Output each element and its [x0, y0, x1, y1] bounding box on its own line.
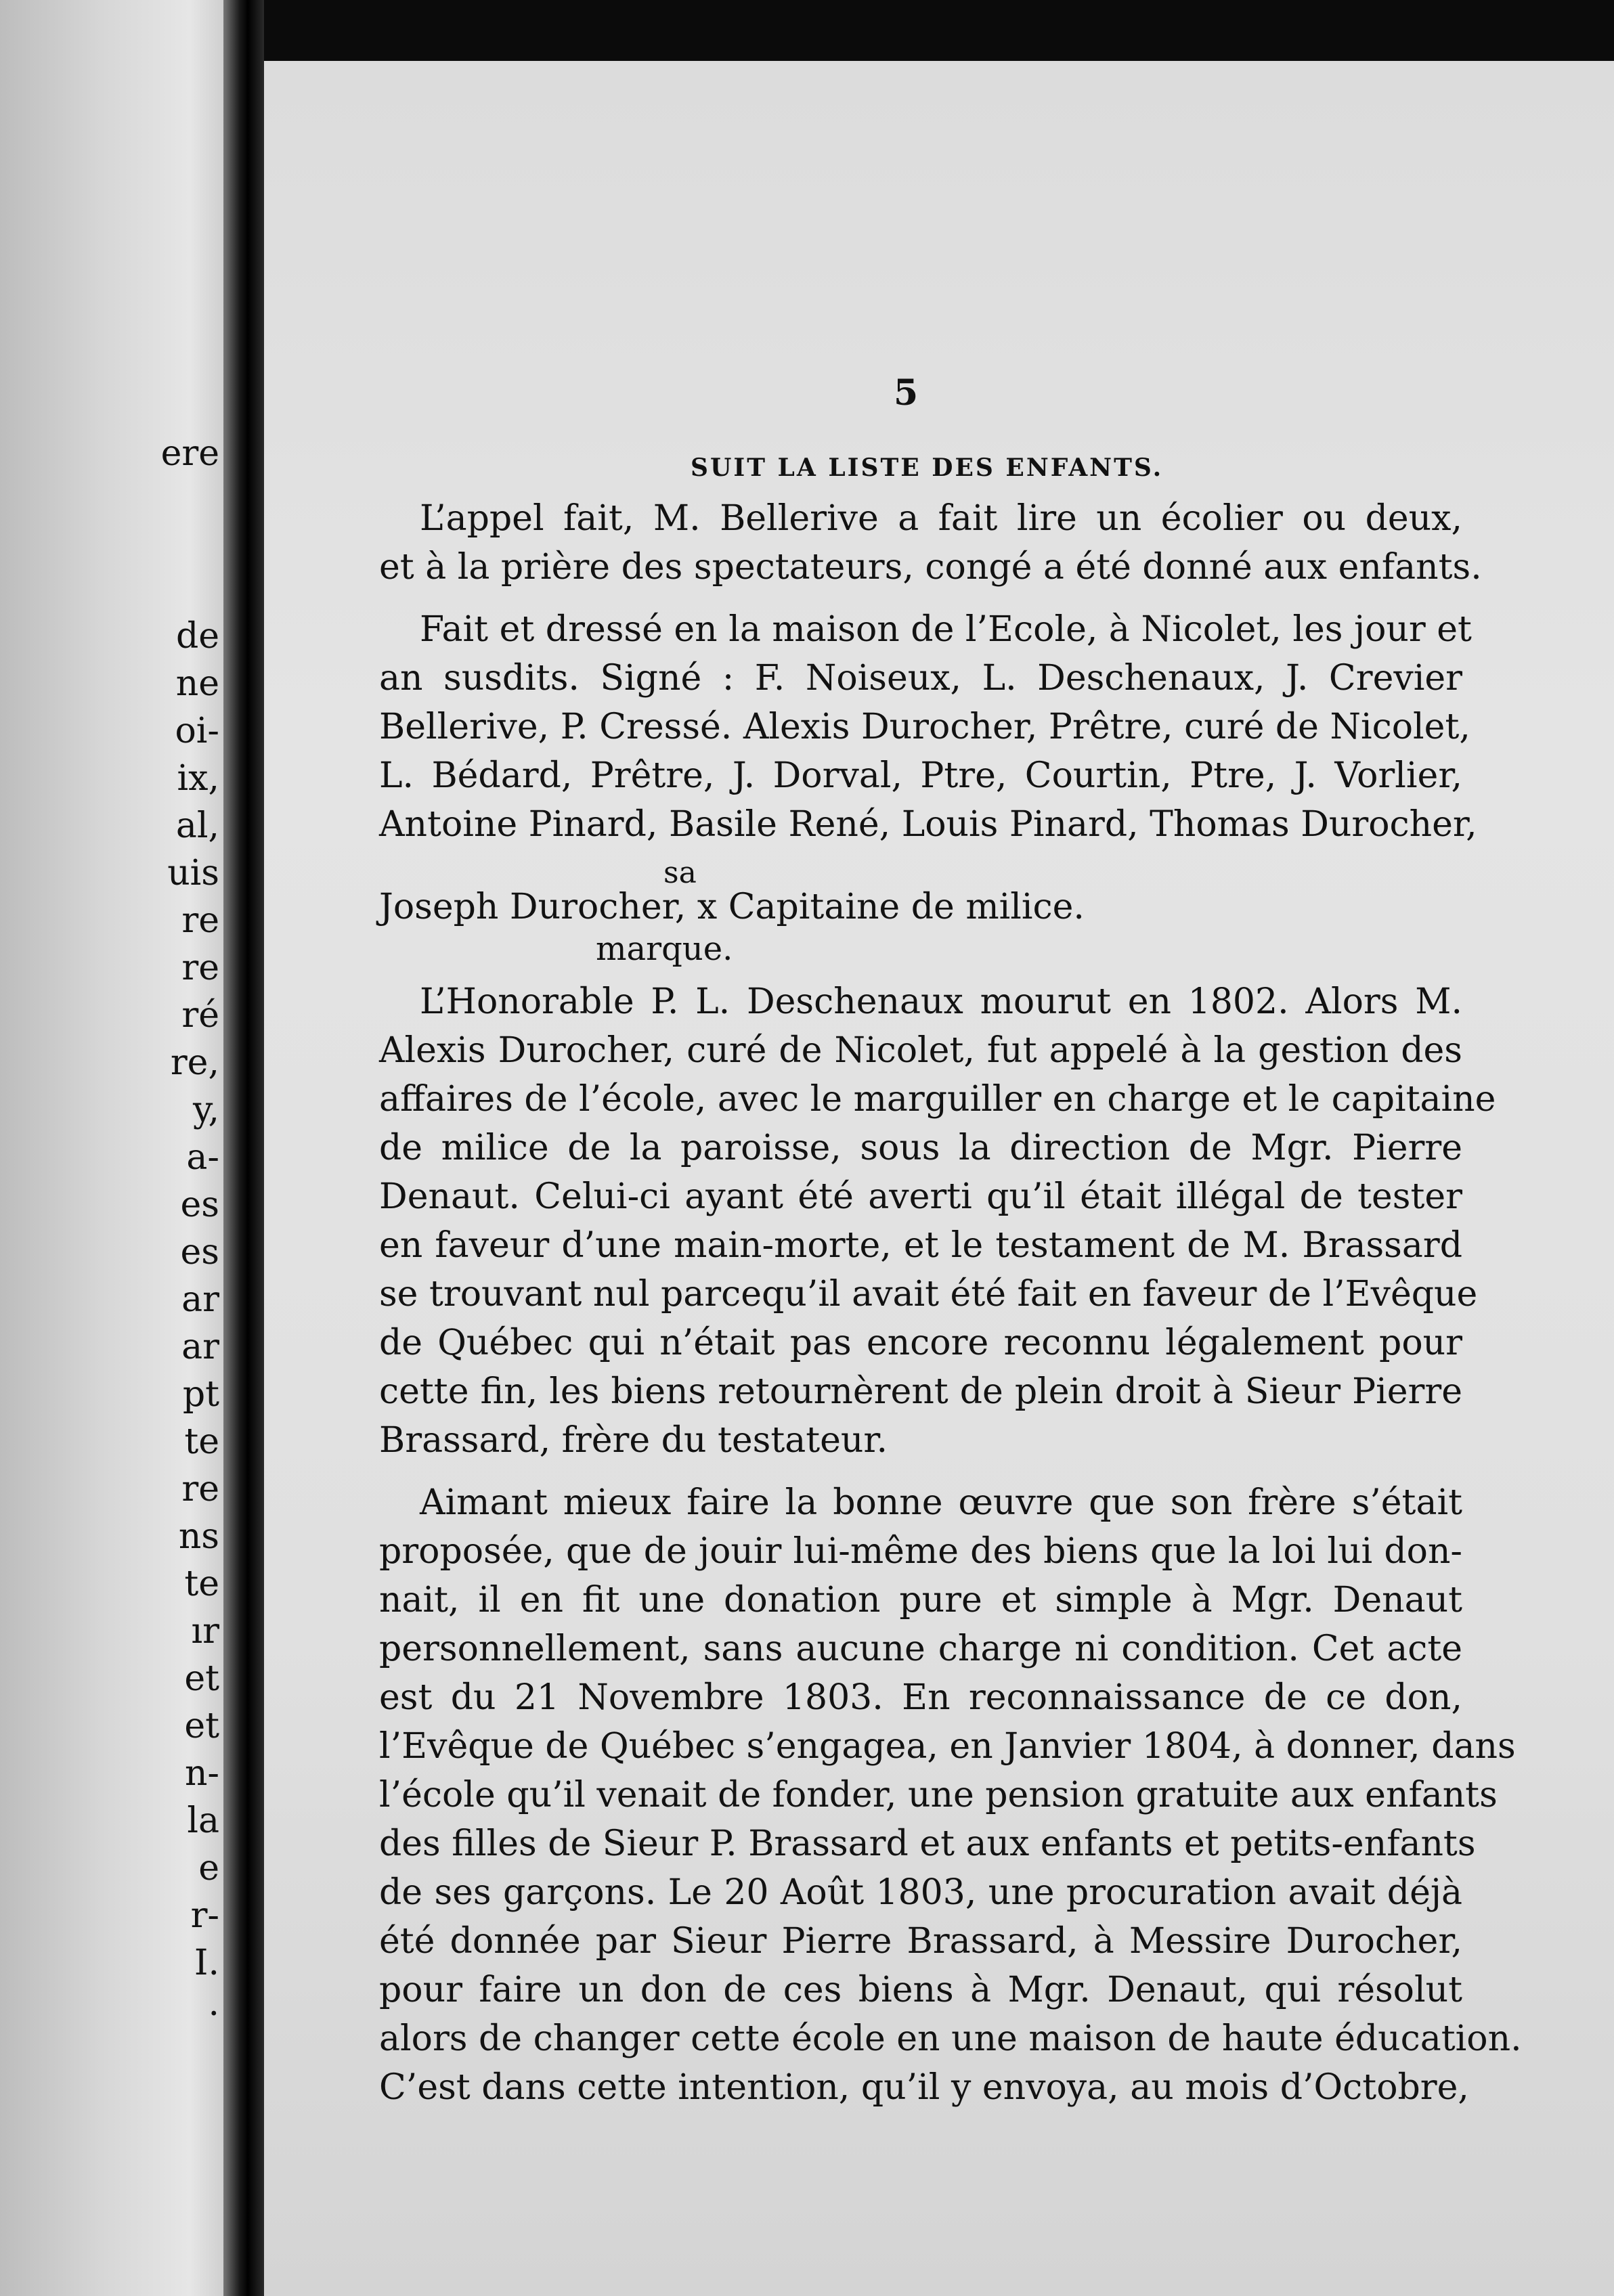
- previous-page-fragment: ere: [160, 433, 219, 474]
- previous-page-fragment: ar: [181, 1327, 219, 1367]
- signature-sa: sa: [663, 856, 697, 890]
- page-number: 5: [894, 372, 919, 414]
- page-body: [379, 494, 1522, 2125]
- previous-page-fragment: re: [181, 948, 219, 988]
- text-line: Bellerive, P. Cressé. Alexis Durocher, Prêtre, curé de Nicolet,: [379, 707, 1470, 747]
- previous-page-fragment: ns: [178, 1516, 219, 1557]
- previous-page-fragment: n-: [184, 1753, 219, 1794]
- text-line: Alexis Durocher, curé de Nicolet, fut appelé à la gestion des: [379, 1030, 1462, 1071]
- previous-page-fragment: re: [181, 900, 219, 941]
- previous-page-fragment: ar: [181, 1279, 219, 1320]
- text-line: an susdits. Signé : F. Noiseux, L. Deschenaux, J. Crevier: [379, 658, 1462, 699]
- previous-page-fragment: pt: [182, 1374, 219, 1415]
- paragraph-donation: [379, 1478, 1522, 2112]
- book-gutter: [223, 0, 264, 2296]
- signature-block: [379, 849, 1462, 968]
- text-line: L’appel fait, M. Bellerive a fait lire un écolier ou deux,: [420, 498, 1462, 539]
- previous-page-fragment: e: [198, 1848, 219, 1889]
- previous-page-fragment: y,: [193, 1090, 219, 1130]
- previous-page-fragment: es: [180, 1232, 219, 1273]
- text-line: l’école qu’il venait de fonder, une pension gratuite aux enfants: [379, 1775, 1498, 1815]
- signature-name: Joseph Durocher, x Capitaine de milice.: [379, 887, 1085, 927]
- text-line: cette fin, les biens retournèrent de plein droit à Sieur Pierre: [379, 1371, 1462, 1412]
- text-line: affaires de l’école, avec le marguiller en charge et le capitaine: [379, 1079, 1496, 1120]
- previous-page-fragment: de: [175, 616, 219, 657]
- previous-page-fragment: ix,: [177, 758, 219, 799]
- signature-marque: marque.: [596, 930, 733, 968]
- paragraph-signataires: [379, 605, 1477, 849]
- previous-page-fragment: es: [180, 1185, 219, 1225]
- previous-page-fragment: re: [181, 1469, 219, 1509]
- text-line: et à la prière des spectateurs, congé a été donné aux enfants.: [379, 547, 1482, 588]
- previous-page-fragment: al,: [175, 805, 219, 846]
- previous-page-fragment: .: [208, 1983, 219, 2024]
- text-line: des filles de Sieur P. Brassard et aux enfants et petits-enfants: [379, 1824, 1476, 1864]
- text-line: Denaut. Celui-ci ayant été averti qu’il était illégal de tester: [379, 1176, 1462, 1217]
- text-line: de ses garçons. Le 20 Août 1803, une procuration avait déjà: [379, 1872, 1462, 1913]
- previous-page-fragment: uis: [167, 853, 219, 893]
- previous-page-fragment: r-: [190, 1895, 219, 1936]
- paragraph-appel: [379, 494, 1482, 592]
- text-line: nait, il en fit une donation pure et simple à Mgr. Denaut: [379, 1580, 1462, 1620]
- previous-page-fragment: oi-: [175, 711, 219, 751]
- previous-page-fragment: ré: [181, 995, 219, 1036]
- text-line: proposée, que de jouir lui-même des biens que la loi lui don-: [379, 1531, 1462, 1572]
- previous-page-fragment: te: [184, 1421, 219, 1462]
- previous-page-fragment: a-: [186, 1137, 219, 1178]
- previous-page-fragment: ne: [175, 663, 219, 704]
- book-page: [264, 61, 1614, 2296]
- text-line: C’est dans cette intention, qu’il y envoya, au mois d’Octobre,: [379, 2067, 1469, 2108]
- paragraph-deschenaux: [379, 977, 1496, 1465]
- text-line: Antoine Pinard, Basile René, Louis Pinard, Thomas Durocher,: [379, 804, 1477, 845]
- text-line: pour faire un don de ces biens à Mgr. Denaut, qui résolut: [379, 1970, 1462, 2010]
- text-line: de milice de la paroisse, sous la direction de Mgr. Pierre: [379, 1128, 1462, 1168]
- text-line: Fait et dressé en la maison de l’Ecole, à Nicolet, les jour et: [420, 609, 1472, 650]
- previous-page-fragment: re,: [170, 1042, 219, 1083]
- previous-page-edge: [0, 0, 223, 2296]
- text-line: se trouvant nul parcequ’il avait été fait en faveur de l’Evêque: [379, 1274, 1478, 1315]
- previous-page-fragment: la: [187, 1801, 219, 1841]
- previous-page-fragment: I.: [194, 1943, 219, 1983]
- text-line: Brassard, frère du testateur.: [379, 1420, 888, 1461]
- previous-page-fragment: te: [184, 1564, 219, 1604]
- text-line: Aimant mieux faire la bonne œuvre que son frère s’était: [420, 1482, 1462, 1523]
- text-line: est du 21 Novembre 1803. En reconnaissance de ce don,: [379, 1677, 1462, 1718]
- section-heading: SUIT LA LISTE DES ENFANTS.: [691, 454, 1164, 482]
- text-line: de Québec qui n’était pas encore reconnu légalement pour: [379, 1323, 1462, 1363]
- previous-page-fragment: et: [184, 1658, 219, 1699]
- text-line: en faveur d’une main-morte, et le testament de M. Brassard: [379, 1225, 1462, 1266]
- text-line: L’Honorable P. L. Deschenaux mourut en 1802. Alors M.: [420, 981, 1462, 1022]
- previous-page-fragment: ır: [191, 1611, 219, 1652]
- text-line: été donnée par Sieur Pierre Brassard, à Messire Durocher,: [379, 1921, 1462, 1962]
- text-line: alors de changer cette école en une maison de haute éducation.: [379, 2018, 1522, 2059]
- text-line: personnellement, sans aucune charge ni condition. Cet acte: [379, 1629, 1462, 1669]
- text-line: L. Bédard, Prêtre, J. Dorval, Ptre, Courtin, Ptre, J. Vorlier,: [379, 755, 1462, 796]
- text-line: l’Evêque de Québec s’engagea, en Janvier 1804, à donner, dans: [379, 1726, 1516, 1767]
- previous-page-fragment: et: [184, 1706, 219, 1746]
